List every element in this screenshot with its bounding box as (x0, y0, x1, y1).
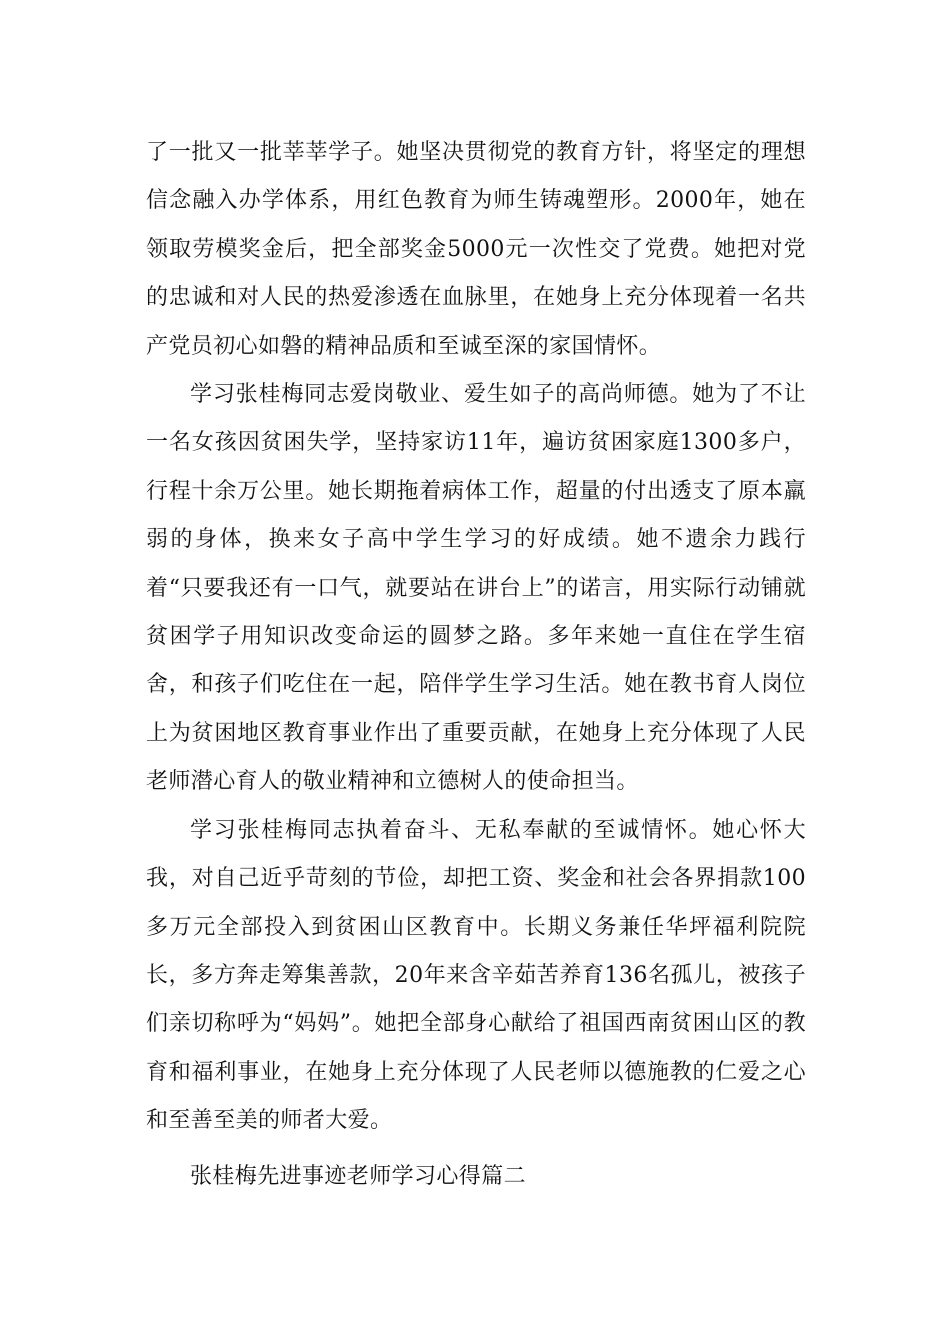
document-page (146, 129, 806, 1201)
paragraph-dedication: 学习张桂梅同志执着奋斗、无私奉献的至诚情怀。她心怀大我，对自己近乎苛刻的节俭，却把工资、奖金和社会各界捐款100多万元全部投入到贫困山区教育中。长期义务兼任华坪福利院院长，多方奔走筹集善款，20年来含辛茹苦养育136名孤儿，被孩子们亲切称呼为“妈妈”。她把全部身心献给了祖国西南贫困山区的教育和福利事业，在她身上充分体现了人民老师以德施教的仁爱之心和至善至美的师者大爱。 (146, 817, 806, 1134)
paragraph-continuation: 了一批又一批莘莘学子。她坚决贯彻党的教育方针，将坚定的理想信念融入办学体系，用红色教育为师生铸魂塑形。2000年，她在领取劳模奖金后，把全部奖金5000元一次性交了党费。她把对党的忠诚和对人民的热爱渗透在血脉里，在她身上充分体现着一名共产党员初心如磐的精神品质和至诚至深的家国情怀。 (146, 140, 806, 359)
paragraph-professional-ethics: 学习张桂梅同志爱岗敬业、爱生如子的高尚师德。她为了不让一名女孩因贫困失学，坚持家访11年，遍访贫困家庭1300多户，行程十余万公里。她长期拖着病体工作，超量的付出透支了原本羸弱的身体，换来女子高中学生学习的好成绩。她不遗余力践行着“只要我还有一口气，就要站在讲台上”的诺言，用实际行动铺就贫困学子用知识改变命运的圆梦之路。多年来她一直住在学生宿舍，和孩子们吃住在一起，陪伴学生学习生活。她在教书育人岗位上为贫困地区教育事业作出了重要贡献，在她身上充分体现了人民老师潜心育人的敬业精神和立德树人的使命担当。 (146, 382, 806, 795)
section-heading: 张桂梅先进事迹老师学习心得篇二 (190, 1163, 527, 1189)
